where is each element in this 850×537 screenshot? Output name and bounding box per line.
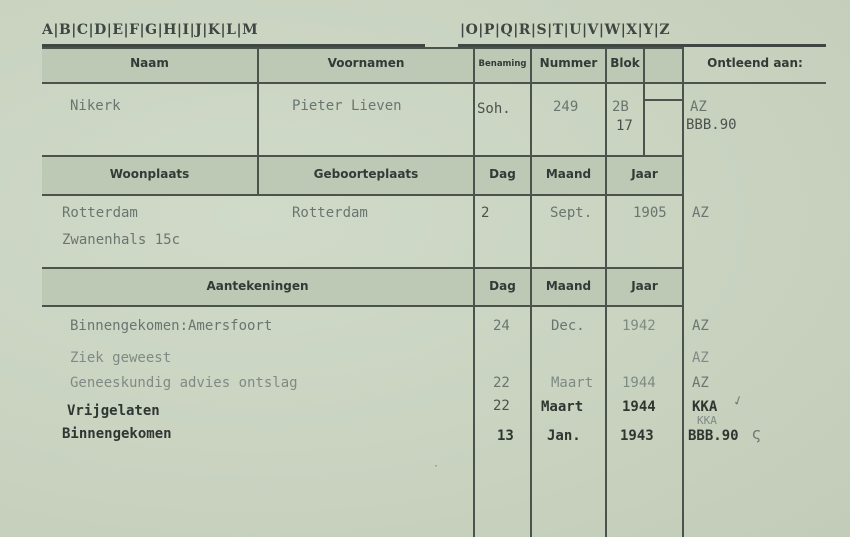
header-naam: Naam — [130, 56, 169, 70]
tick-mark-1: ✓ — [730, 392, 747, 411]
rule-h6 — [42, 305, 682, 307]
header-jaar: Jaar — [631, 167, 658, 181]
alphabet-index-right: |O|P|Q|R|S|T|U|V|W|X|Y|Z — [460, 22, 671, 38]
header-geboorteplaats: Geboorteplaats — [313, 167, 419, 181]
blok-value-2: 17 — [616, 118, 633, 134]
note-row-5-text: Binnengekomen — [62, 426, 172, 442]
header-maand: Maand — [545, 167, 592, 181]
header-nummer: Nummer — [539, 56, 598, 70]
note-row-3-text: Geneeskundig advies ontslag — [70, 375, 298, 391]
header-voornamen: Voornamen — [327, 56, 405, 70]
note-row-2-ontleend: AZ — [692, 350, 709, 366]
header-ontleend-aan: Ontleend aan: — [707, 56, 803, 70]
rule-v-blok2 — [643, 47, 645, 155]
geboorteplaats-value: Rotterdam — [292, 205, 368, 221]
blok-value-1: 2B — [612, 99, 629, 115]
note-row-3-ontleend: AZ — [692, 375, 709, 391]
rule-h3 — [42, 155, 682, 157]
geboorte-maand-value: Sept. — [550, 205, 593, 221]
geboorte-ontleend-value: AZ — [692, 205, 709, 221]
header-benaming: Benaming — [478, 59, 527, 69]
note-row-5-dag: 13 — [497, 428, 514, 444]
header-blok: Blok — [610, 56, 640, 70]
rule-blok-split — [643, 99, 683, 101]
header-maand-2: Maand — [545, 279, 592, 293]
note-row-1-text: Binnengekomen:Amersfoort — [70, 318, 273, 334]
note-row-5-maand: Jan. — [547, 428, 581, 444]
ontleend-value-2: BBB.90 — [686, 117, 737, 133]
note-row-4-ontleend-extra: KKA — [697, 414, 717, 427]
header-dag: Dag — [489, 167, 516, 181]
stray-mark: · — [433, 461, 440, 472]
note-row-4-text: Vrijgelaten — [67, 403, 160, 419]
note-row-3-dag: 22 — [493, 375, 510, 391]
header-dag-2: Dag — [489, 279, 516, 293]
note-row-1-dag: 24 — [493, 318, 510, 334]
ontleend-value-1: AZ — [690, 99, 707, 115]
note-row-1-maand: Dec. — [551, 318, 585, 334]
note-row-2-text: Ziek geweest — [70, 350, 172, 366]
rule-h5 — [42, 267, 682, 269]
rule-v-right — [682, 47, 684, 537]
note-row-1-ontleend: AZ — [692, 318, 709, 334]
woonplaats-line-1: Rotterdam — [62, 205, 138, 221]
note-row-4-ontleend: KKA — [692, 399, 718, 415]
note-row-1-jaar: 1942 — [622, 318, 656, 334]
note-row-4-dag: 22 — [493, 398, 510, 414]
naam-value: Nikerk — [70, 98, 121, 114]
geboorte-dag-value: 2 — [481, 205, 490, 221]
rule-h4 — [42, 194, 682, 196]
header-aantekeningen: Aantekeningen — [206, 279, 309, 293]
voornamen-value: Pieter Lieven — [292, 98, 402, 114]
geboorte-jaar-value: 1905 — [633, 205, 667, 221]
benaming-value: Soh. — [477, 101, 511, 117]
note-row-4-jaar: 1944 — [622, 399, 656, 415]
header-jaar-2: Jaar — [631, 279, 658, 293]
alphabet-index-left: A|B|C|D|E|F|G|H|I|J|K|L|M — [42, 22, 259, 38]
rule-h2 — [42, 82, 826, 84]
note-row-3-jaar: 1944 — [622, 375, 656, 391]
header-woonplaats: Woonplaats — [109, 167, 190, 181]
tick-mark-2: ς — [752, 424, 762, 443]
nummer-value: 249 — [553, 99, 579, 115]
note-row-3-maand: Maart — [551, 375, 594, 391]
note-row-5-ontleend: BBB.90 — [688, 428, 739, 444]
rule-h1 — [42, 47, 682, 49]
woonplaats-line-2: Zwanenhals 15c — [62, 232, 181, 248]
note-row-5-jaar: 1943 — [620, 428, 654, 444]
note-row-4-maand: Maart — [541, 399, 584, 415]
